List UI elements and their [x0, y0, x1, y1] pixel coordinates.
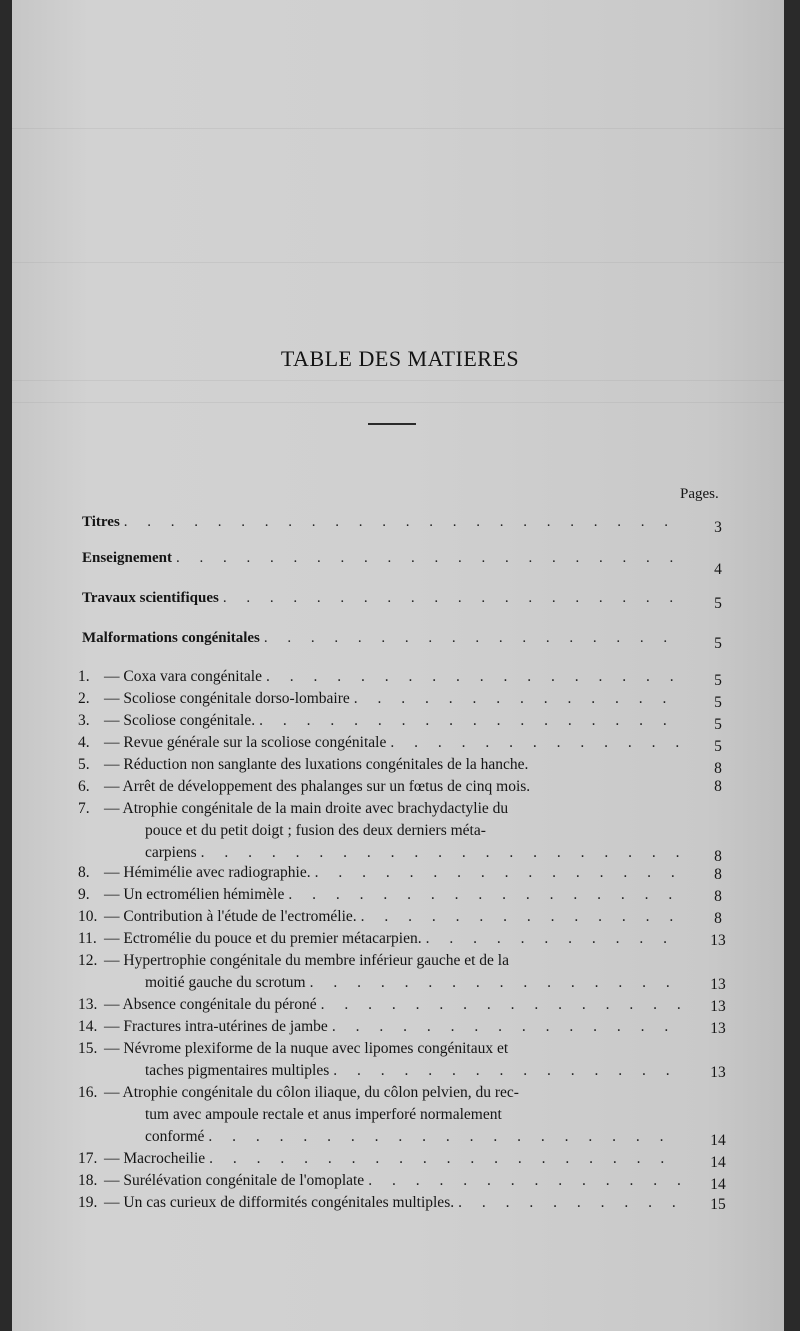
toc-item[interactable] [78, 1083, 683, 1103]
dot-leader [176, 548, 683, 568]
page-number: 8 [714, 760, 722, 777]
item-label: — Un ectromélien hémimèle [104, 886, 285, 903]
item-label: — Hypertrophie congénitale du membre inférieur gauche et de la [104, 952, 509, 969]
item-number: 10. [78, 908, 98, 925]
dot-leader [458, 1193, 683, 1213]
page-number: 5 [714, 595, 722, 612]
toc-item[interactable] [78, 929, 683, 949]
dot-leader [310, 973, 683, 993]
toc-item[interactable] [78, 777, 683, 797]
page-number: 8 [714, 910, 722, 927]
page-number: 4 [714, 561, 722, 578]
item-number: 8. [78, 864, 90, 881]
toc-item[interactable] [78, 1039, 683, 1059]
item-label: — Scoliose congénitale. [104, 712, 256, 729]
toc-section[interactable] [82, 512, 683, 532]
item-label: — Névrome plexiforme de la nuque avec lipomes congénitaux et [104, 1040, 509, 1057]
dot-leader [201, 843, 683, 863]
dot-leader [208, 1127, 683, 1147]
item-label: — Revue générale sur la scoliose congénitale [104, 734, 387, 751]
page-number: 14 [710, 1132, 726, 1149]
item-number: 3. [78, 712, 90, 729]
section-label: Titres [82, 514, 120, 530]
toc-item[interactable] [78, 1149, 683, 1169]
dot-leader [264, 628, 683, 648]
item-number: 5. [78, 756, 90, 773]
page-number: 8 [714, 888, 722, 905]
toc-section[interactable] [82, 628, 683, 648]
item-number: 19. [78, 1194, 98, 1211]
item-number: 9. [78, 886, 90, 903]
page-number: 5 [714, 694, 722, 711]
page-number: 13 [710, 1020, 726, 1037]
toc-item-continuation [145, 1105, 683, 1125]
item-label: — Macrocheilie [104, 1150, 206, 1167]
item-label-continuation: moitié gauche du scrotum [145, 974, 306, 991]
dot-leader [332, 1017, 683, 1037]
item-number: 15. [78, 1040, 98, 1057]
bleed-through-line [12, 380, 784, 381]
page-number: 8 [714, 866, 722, 883]
item-label-continuation: carpiens [145, 844, 197, 861]
item-label-continuation: conformé [145, 1128, 205, 1145]
item-label: — Atrophie congénitale du côlon iliaque, du côlon pelvien, du rec- [104, 1084, 519, 1101]
toc-item-continuation [145, 973, 683, 993]
item-number: 16. [78, 1084, 98, 1101]
toc-item[interactable] [78, 885, 683, 905]
item-label: — Réduction non sanglante des luxations congénitales de la hanche. [104, 756, 529, 773]
toc-item[interactable] [78, 863, 683, 883]
bleed-through-line [12, 262, 784, 263]
toc-item[interactable] [78, 995, 683, 1015]
section-label: Travaux scientifiques [82, 590, 219, 606]
title-rule [368, 423, 416, 425]
item-number: 6. [78, 778, 90, 795]
item-label: — Ectromélie du pouce et du premier métacarpien. [104, 930, 422, 947]
toc-item[interactable] [78, 1171, 683, 1191]
dot-leader [124, 512, 683, 532]
item-label: — Hémimélie avec radiographie. [104, 864, 311, 881]
bleed-through-line [12, 128, 784, 129]
dot-leader [259, 711, 683, 731]
page-number: 8 [714, 848, 722, 865]
dot-leader [390, 733, 683, 753]
page-number: 3 [714, 519, 722, 536]
dot-leader [354, 689, 683, 709]
toc-item[interactable] [78, 1193, 683, 1213]
item-label: — Absence congénitale du péroné [104, 996, 317, 1013]
page-number: 5 [714, 716, 722, 733]
bleed-through-line [12, 402, 784, 403]
page-number: 13 [710, 998, 726, 1015]
page-number: 5 [714, 635, 722, 652]
toc-item[interactable] [78, 667, 683, 687]
item-label: — Arrêt de développement des phalanges sur un fœtus de cinq mois. [104, 778, 531, 795]
page-number: 5 [714, 738, 722, 755]
item-label-continuation: tum avec ampoule rectale et anus imperforé normalement [145, 1106, 502, 1123]
pages-column-header: Pages. [680, 486, 719, 502]
dot-leader [315, 863, 683, 883]
item-number: 14. [78, 1018, 98, 1035]
page-number: 13 [710, 1064, 726, 1081]
toc-item[interactable] [78, 907, 683, 927]
item-number: 7. [78, 800, 90, 817]
item-number: 2. [78, 690, 90, 707]
section-label: Malformations congénitales [82, 630, 260, 646]
page-number: 13 [710, 976, 726, 993]
item-number: 4. [78, 734, 90, 751]
item-number: 1. [78, 668, 90, 685]
page-title: TABLE DES MATIERES [280, 346, 520, 371]
page-number: 8 [714, 778, 722, 795]
dot-leader [368, 1171, 683, 1191]
page-number: 15 [710, 1196, 726, 1213]
toc-item[interactable] [78, 1017, 683, 1037]
item-label: — Un cas curieux de difformités congénitales multiples. [104, 1194, 455, 1211]
item-number: 12. [78, 952, 98, 969]
toc-item[interactable] [78, 689, 683, 709]
dot-leader [223, 588, 683, 608]
item-number: 17. [78, 1150, 98, 1167]
page-number: 5 [714, 672, 722, 689]
item-number: 18. [78, 1172, 98, 1189]
item-label-continuation: taches pigmentaires multiples [145, 1062, 330, 1079]
toc-item[interactable] [78, 755, 683, 775]
dot-leader [361, 907, 683, 927]
dot-leader [288, 885, 683, 905]
dot-leader [333, 1061, 683, 1081]
toc-item[interactable] [78, 799, 683, 819]
item-label-continuation: pouce et du petit doigt ; fusion des deux derniers méta- [145, 822, 486, 839]
dot-leader [426, 929, 683, 949]
dot-leader [209, 1149, 683, 1169]
item-label: — Surélévation congénitale de l'omoplate [104, 1172, 365, 1189]
page-number: 13 [710, 932, 726, 949]
page-number: 14 [710, 1154, 726, 1171]
toc-item-continuation [145, 843, 683, 863]
toc-section[interactable] [82, 588, 683, 608]
toc-section[interactable] [82, 548, 683, 568]
dot-leader [321, 995, 683, 1015]
item-number: 11. [78, 930, 97, 947]
toc-item-continuation [145, 1127, 683, 1147]
toc-item[interactable] [78, 733, 683, 753]
item-number: 13. [78, 996, 98, 1013]
section-label: Enseignement [82, 550, 172, 566]
item-label: — Fractures intra-utérines de jambe [104, 1018, 328, 1035]
dot-leader [266, 667, 683, 687]
toc-item[interactable] [78, 711, 683, 731]
item-label: — Scoliose congénitale dorso-lombaire [104, 690, 350, 707]
toc-item-continuation [145, 821, 683, 841]
page-number: 14 [710, 1176, 726, 1193]
toc-item[interactable] [78, 951, 683, 971]
item-label: — Atrophie congénitale de la main droite avec brachydactylie du [104, 800, 509, 817]
item-label: — Contribution à l'étude de l'ectromélie. [104, 908, 357, 925]
toc-item-continuation [145, 1061, 683, 1081]
item-label: — Coxa vara congénitale [104, 668, 262, 685]
